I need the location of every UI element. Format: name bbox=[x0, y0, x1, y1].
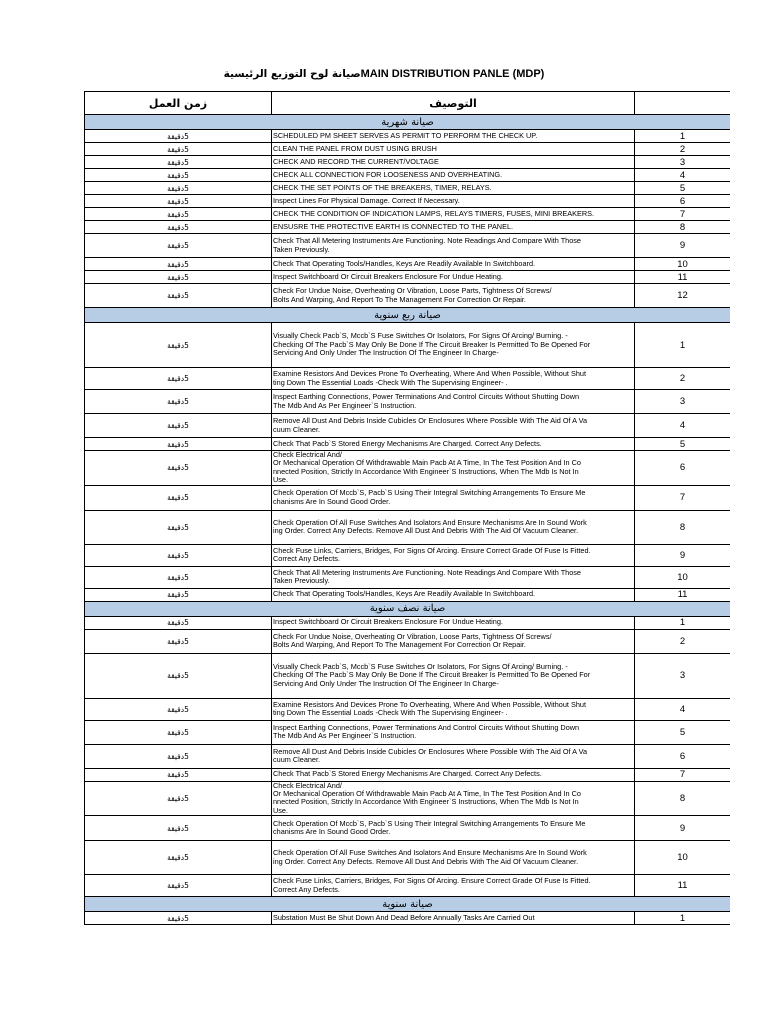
time-cell: 5دقيقة bbox=[85, 768, 272, 781]
description-cell: Visually Check Pacb`S, Mccb`S Fuse Switches Or Isolators, For Signs Of Arcing/ Burning. - Checking Of The Pacb`S May Only Be Done If The Circuit Breaker Is Permitted To Be Opened For Servicing And Only Under The Instruction Of The Engineer In Charge- bbox=[272, 323, 635, 368]
page-title bbox=[0, 68, 768, 80]
header-number bbox=[635, 92, 731, 115]
time-cell: 5دقيقة bbox=[85, 182, 272, 195]
time-cell: 5دقيقة bbox=[85, 438, 272, 451]
description-cell: Inspect Switchboard Or Circuit Breakers Enclosure For Undue Heating. bbox=[272, 616, 635, 629]
table-row bbox=[85, 368, 731, 390]
number-cell: 7 bbox=[635, 485, 731, 510]
time-cell: 5دقيقة bbox=[85, 875, 272, 897]
table-row bbox=[85, 653, 731, 698]
time-cell: 5دقيقة bbox=[85, 221, 272, 234]
number-cell: 7 bbox=[635, 768, 731, 781]
table-row bbox=[85, 390, 731, 414]
number-cell: 1 bbox=[635, 616, 731, 629]
table-row bbox=[85, 156, 731, 169]
number-cell: 5 bbox=[635, 720, 731, 744]
description-cell: Check Operation Of All Fuse Switches And Isolators And Ensure Mechanisms Are In Sound Work ing Order. Correct Any Defects. Remove All Dust And Debris With The Aid Of Vacuum Cleaner. bbox=[272, 510, 635, 544]
table-row bbox=[85, 271, 731, 284]
time-cell: 5دقيقة bbox=[85, 390, 272, 414]
time-cell: 5دقيقة bbox=[85, 195, 272, 208]
header-time: زمن العمل bbox=[85, 92, 272, 115]
time-cell: 5دقيقة bbox=[85, 653, 272, 698]
table-row bbox=[85, 720, 731, 744]
number-cell: 3 bbox=[635, 156, 731, 169]
time-cell: 5دقيقة bbox=[85, 258, 272, 271]
number-cell: 6 bbox=[635, 451, 731, 486]
table-row bbox=[85, 841, 731, 875]
time-cell: 5دقيقة bbox=[85, 414, 272, 438]
number-cell: 3 bbox=[635, 653, 731, 698]
description-cell: CHECK THE SET POINTS OF THE BREAKERS, TIMER, RELAYS. bbox=[272, 182, 635, 195]
description-cell: Check Operation Of Mccb`S, Pacb`S Using Their Integral Switching Arrangements To Ensure Me chanisms Are In Sound Good Order. bbox=[272, 816, 635, 841]
description-cell: CHECK AND RECORD THE CURRENT/VOLTAGE bbox=[272, 156, 635, 169]
description-cell: Remove All Dust And Debris Inside Cubicles Or Enclosures Where Possible With The Aid Of A Va cuum Cleaner. bbox=[272, 414, 635, 438]
number-cell: 6 bbox=[635, 195, 731, 208]
table-row bbox=[85, 544, 731, 566]
description-cell: Check Electrical And/ Or Mechanical Operation Of Withdrawable Main Pacb At A Time, In The Test Position And In Co nnected Position, Strictly In Accordance With Engineer`S Instructions, When The Mdb Is Not In Use. bbox=[272, 781, 635, 816]
number-cell: 2 bbox=[635, 143, 731, 156]
page-title-arabic: صيانة لوح التوزيع الرئيسية bbox=[223, 68, 361, 80]
table-row bbox=[85, 323, 731, 368]
description-cell: Visually Check Pacb`S, Mccb`S Fuse Switches Or Isolators, For Signs Of Arcing/ Burning. - Checking Of The Pacb`S May Only Be Done If The Circuit Breaker Is Permitted To Be Opened For Servicing And Only Under The Instruction Of The Engineer In Charge- bbox=[272, 653, 635, 698]
table-row bbox=[85, 182, 731, 195]
time-cell: 5دقيقة bbox=[85, 720, 272, 744]
table-row bbox=[85, 875, 731, 897]
description-cell: Check For Undue Noise, Overheating Or Vibration, Loose Parts, Tightness Of Screws/ Bolts And Warping, And Report To The Management For Correction Or Repair. bbox=[272, 284, 635, 308]
time-cell: 5دقيقة bbox=[85, 629, 272, 653]
number-cell: 9 bbox=[635, 544, 731, 566]
number-cell: 10 bbox=[635, 258, 731, 271]
number-cell: 9 bbox=[635, 234, 731, 258]
time-cell: 5دقيقة bbox=[85, 323, 272, 368]
description-cell: Examine Resistors And Devices Prone To Overheating, Where And When Possible, Without Shut ting Down The Essential Loads -Check With The Supervising Engineer- . bbox=[272, 698, 635, 720]
number-cell: 11 bbox=[635, 875, 731, 897]
section-title: صيانة ربع سنوية bbox=[85, 308, 731, 323]
table-row bbox=[85, 143, 731, 156]
description-cell: Check That Pacb`S Stored Energy Mechanisms Are Charged. Correct Any Defects. bbox=[272, 438, 635, 451]
section-header-row bbox=[85, 897, 731, 912]
time-cell: 5دقيقة bbox=[85, 616, 272, 629]
number-cell: 10 bbox=[635, 566, 731, 588]
time-cell: 5دقيقة bbox=[85, 912, 272, 925]
description-cell: Check That Pacb`S Stored Energy Mechanisms Are Charged. Correct Any Defects. bbox=[272, 768, 635, 781]
description-cell: Inspect Earthing Connections, Power Terminations And Control Circuits Without Shutting Down The Mdb And As Per Engineer`S Instruction. bbox=[272, 720, 635, 744]
table-row bbox=[85, 485, 731, 510]
table-row bbox=[85, 195, 731, 208]
table-row bbox=[85, 744, 731, 768]
table-row bbox=[85, 130, 731, 143]
time-cell: 5دقيقة bbox=[85, 130, 272, 143]
number-cell: 5 bbox=[635, 182, 731, 195]
number-cell: 8 bbox=[635, 781, 731, 816]
table-row bbox=[85, 510, 731, 544]
description-cell: Check Operation Of All Fuse Switches And Isolators And Ensure Mechanisms Are In Sound Work ing Order. Correct Any Defects. Remove All Dust And Debris With The Aid Of Vacuum Cleaner. bbox=[272, 841, 635, 875]
description-cell: CHECK THE CONDITION OF INDICATION LAMPS, RELAYS TIMERS, FUSES, MINI BREAKERS. bbox=[272, 208, 635, 221]
time-cell: 5دقيقة bbox=[85, 451, 272, 486]
number-cell: 10 bbox=[635, 841, 731, 875]
description-cell: Inspect Switchboard Or Circuit Breakers Enclosure For Undue Heating. bbox=[272, 271, 635, 284]
time-cell: 5دقيقة bbox=[85, 816, 272, 841]
description-cell: Check Operation Of Mccb`S, Pacb`S Using Their Integral Switching Arrangements To Ensure Me chanisms Are In Sound Good Order. bbox=[272, 485, 635, 510]
description-cell: Check Electrical And/ Or Mechanical Operation Of Withdrawable Main Pacb At A Time, In The Test Position And In Co nnected Position, Strictly In Accordance With Engineer`S Instructions, When The Mdb Is Not In Use. bbox=[272, 451, 635, 486]
table-row bbox=[85, 451, 731, 486]
time-cell: 5دقيقة bbox=[85, 588, 272, 601]
description-cell: ENSUSRE THE PROTECTIVE EARTH IS CONNECTED TO THE PANEL. bbox=[272, 221, 635, 234]
description-cell: CLEAN THE PANEL FROM DUST USING BRUSH bbox=[272, 143, 635, 156]
description-cell: Check That Operating Tools/Handles, Keys Are Readily Available In Switchboard. bbox=[272, 258, 635, 271]
number-cell: 6 bbox=[635, 744, 731, 768]
time-cell: 5دقيقة bbox=[85, 143, 272, 156]
table-row bbox=[85, 588, 731, 601]
description-cell: Examine Resistors And Devices Prone To Overheating, Where And When Possible, Without Shut ting Down The Essential Loads -Check With The Supervising Engineer- . bbox=[272, 368, 635, 390]
number-cell: 9 bbox=[635, 816, 731, 841]
time-cell: 5دقيقة bbox=[85, 510, 272, 544]
number-cell: 11 bbox=[635, 588, 731, 601]
number-cell: 2 bbox=[635, 629, 731, 653]
table-row bbox=[85, 781, 731, 816]
time-cell: 5دقيقة bbox=[85, 208, 272, 221]
description-cell: Check Fuse Links, Carriers, Bridges, For Signs Of Arcing. Ensure Correct Grade Of Fuse Is Fitted. Correct Any Defects. bbox=[272, 544, 635, 566]
number-cell: 12 bbox=[635, 284, 731, 308]
number-cell: 4 bbox=[635, 698, 731, 720]
number-cell: 8 bbox=[635, 221, 731, 234]
time-cell: 5دقيقة bbox=[85, 781, 272, 816]
table-row bbox=[85, 912, 731, 925]
description-cell: Check That All Metering Instruments Are Functioning. Note Readings And Compare With Those Taken Previously. bbox=[272, 234, 635, 258]
number-cell: 2 bbox=[635, 368, 731, 390]
time-cell: 5دقيقة bbox=[85, 698, 272, 720]
section-title: صيانة شهرية bbox=[85, 115, 731, 130]
number-cell: 1 bbox=[635, 912, 731, 925]
time-cell: 5دقيقة bbox=[85, 368, 272, 390]
description-cell: Check That All Metering Instruments Are Functioning. Note Readings And Compare With Those Taken Previously. bbox=[272, 566, 635, 588]
time-cell: 5دقيقة bbox=[85, 271, 272, 284]
description-cell: Check That Operating Tools/Handles, Keys Are Readily Available In Switchboard. bbox=[272, 588, 635, 601]
description-cell: Substation Must Be Shut Down And Dead Before Annually Tasks Are Carried Out bbox=[272, 912, 635, 925]
time-cell: 5دقيقة bbox=[85, 566, 272, 588]
table-row bbox=[85, 698, 731, 720]
description-cell: Inspect Lines For Physical Damage. Correct If Necessary. bbox=[272, 195, 635, 208]
table-row bbox=[85, 258, 731, 271]
header-row bbox=[85, 92, 731, 115]
time-cell: 5دقيقة bbox=[85, 169, 272, 182]
table-row bbox=[85, 616, 731, 629]
section-header-row bbox=[85, 115, 731, 130]
table-row bbox=[85, 768, 731, 781]
header-description: التوصيف bbox=[272, 92, 635, 115]
description-cell: SCHEDULED PM SHEET SERVES AS PERMIT TO PERFORM THE CHECK UP. bbox=[272, 130, 635, 143]
number-cell: 4 bbox=[635, 169, 731, 182]
table-row bbox=[85, 629, 731, 653]
number-cell: 5 bbox=[635, 438, 731, 451]
time-cell: 5دقيقة bbox=[85, 156, 272, 169]
table-row bbox=[85, 208, 731, 221]
table-row bbox=[85, 234, 731, 258]
table-row bbox=[85, 816, 731, 841]
time-cell: 5دقيقة bbox=[85, 284, 272, 308]
description-cell: Remove All Dust And Debris Inside Cubicles Or Enclosures Where Possible With The Aid Of A Va cuum Cleaner. bbox=[272, 744, 635, 768]
section-title: صيانة سنوية bbox=[85, 897, 731, 912]
section-header-row bbox=[85, 308, 731, 323]
number-cell: 11 bbox=[635, 271, 731, 284]
table-row bbox=[85, 221, 731, 234]
table-row bbox=[85, 284, 731, 308]
number-cell: 7 bbox=[635, 208, 731, 221]
number-cell: 8 bbox=[635, 510, 731, 544]
section-title: صيانة نصف سنوية bbox=[85, 601, 731, 616]
maintenance-table-body bbox=[85, 92, 731, 925]
maintenance-table bbox=[84, 91, 730, 925]
time-cell: 5دقيقة bbox=[85, 485, 272, 510]
table-row bbox=[85, 414, 731, 438]
table-row bbox=[85, 438, 731, 451]
time-cell: 5دقيقة bbox=[85, 544, 272, 566]
number-cell: 4 bbox=[635, 414, 731, 438]
number-cell: 1 bbox=[635, 323, 731, 368]
number-cell: 1 bbox=[635, 130, 731, 143]
time-cell: 5دقيقة bbox=[85, 841, 272, 875]
section-header-row bbox=[85, 601, 731, 616]
page-title-english: MAIN DISTRIBUTION PANLE (MDP) bbox=[360, 68, 545, 80]
table-row bbox=[85, 169, 731, 182]
maintenance-table-wrapper bbox=[84, 91, 730, 954]
description-cell: Inspect Earthing Connections, Power Terminations And Control Circuits Without Shutting Down The Mdb And As Per Engineer`S Instruction. bbox=[272, 390, 635, 414]
description-cell: Check For Undue Noise, Overheating Or Vibration, Loose Parts, Tightness Of Screws/ Bolts And Warping, And Report To The Management For Correction Or Repair. bbox=[272, 629, 635, 653]
description-cell: Check Fuse Links, Carriers, Bridges, For Signs Of Arcing. Ensure Correct Grade Of Fuse Is Fitted. Correct Any Defects. bbox=[272, 875, 635, 897]
table-row bbox=[85, 566, 731, 588]
description-cell: CHECK ALL CONNECTION FOR LOOSENESS AND OVERHEATING. bbox=[272, 169, 635, 182]
number-cell: 3 bbox=[635, 390, 731, 414]
time-cell: 5دقيقة bbox=[85, 744, 272, 768]
time-cell: 5دقيقة bbox=[85, 234, 272, 258]
